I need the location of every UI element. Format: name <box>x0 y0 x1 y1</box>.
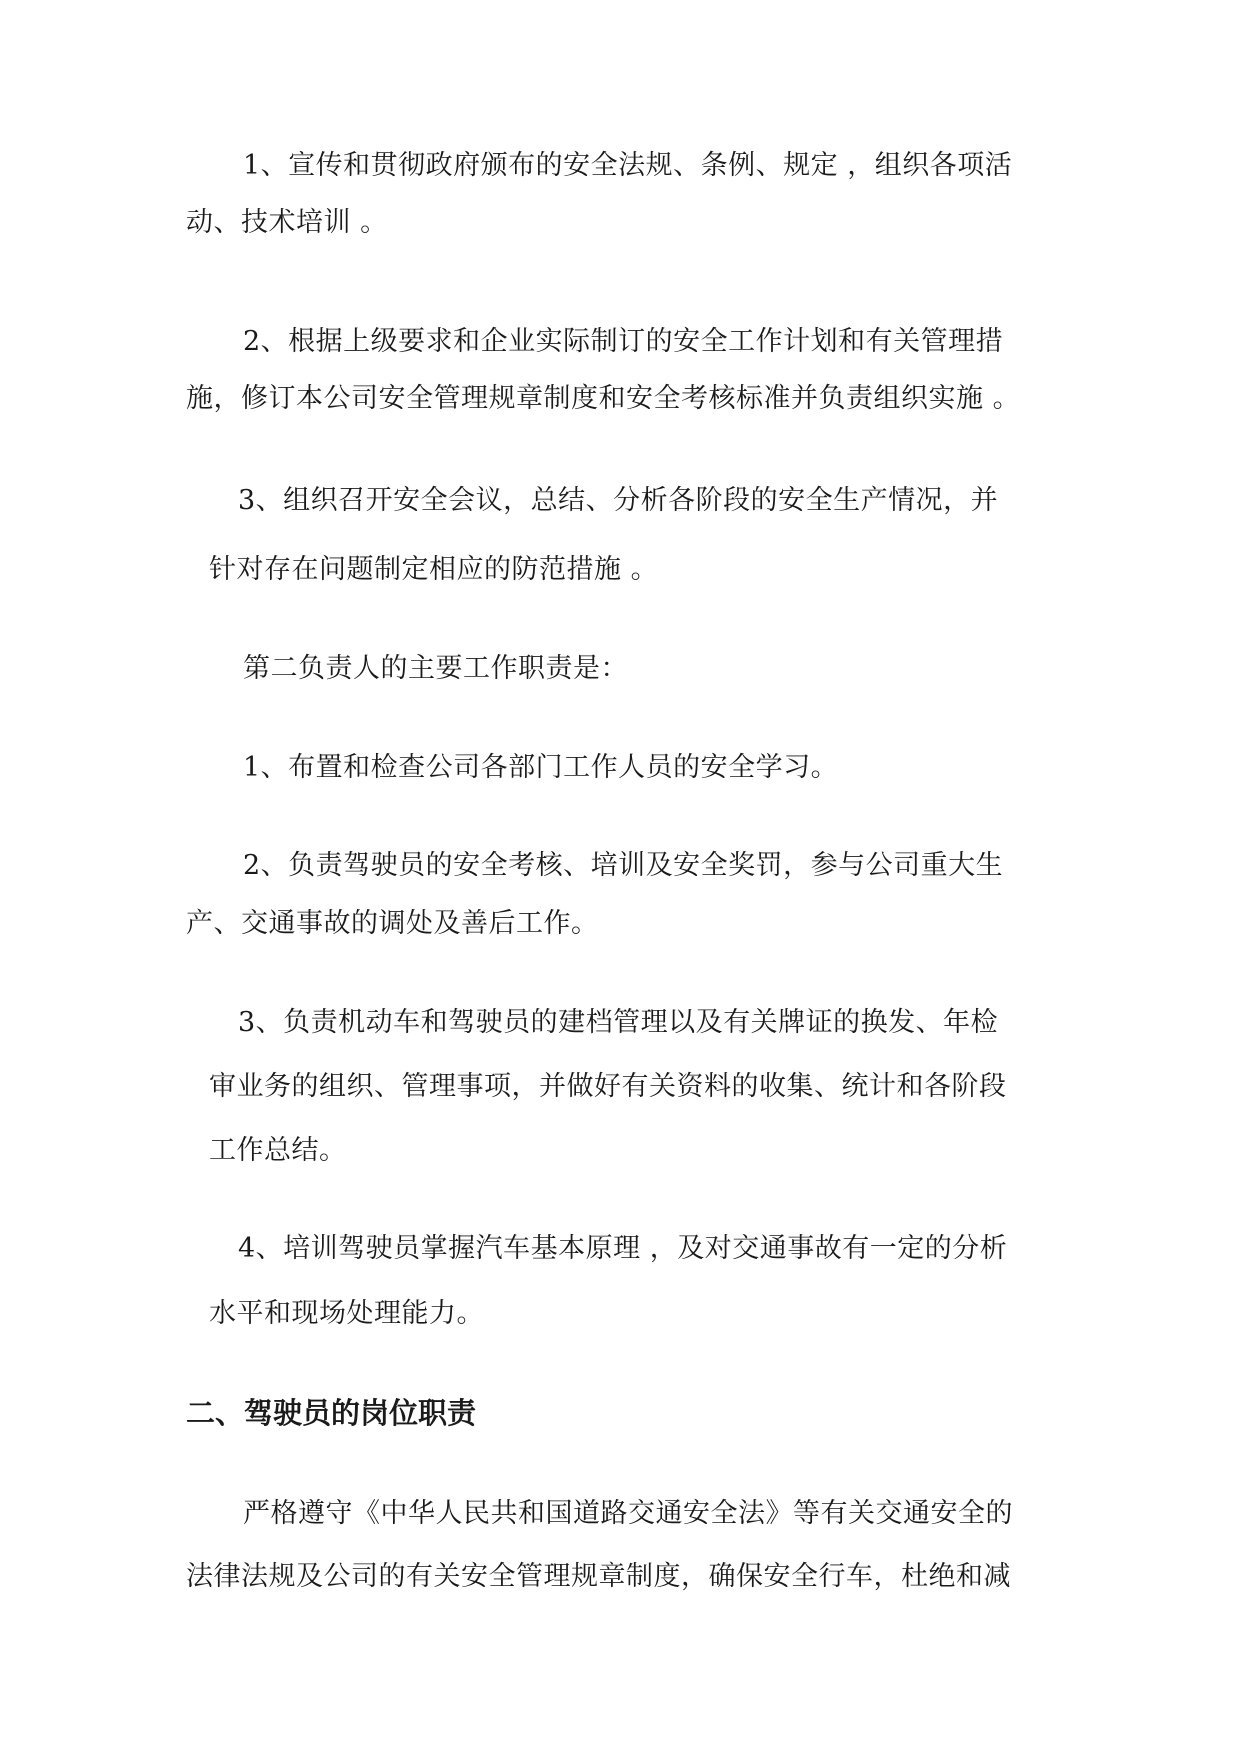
text-line: 1、宣传和贯彻政府颁布的安全法规、条例、规定 ，组织各项活 <box>243 150 1013 181</box>
text-line: 3、组织召开安全会议，总结、分析各阶段的安全生产情况，并 <box>238 485 999 516</box>
text-line: 针对存在问题制定相应的防范措施 。 <box>209 554 659 585</box>
text-line: 产、交通事故的调处及善后工作。 <box>186 908 599 939</box>
text-line: 2、根据上级要求和企业实际制订的安全工作计划和有关管理措 <box>243 326 1004 357</box>
section-heading: 二、驾驶员的岗位职责 <box>186 1396 477 1430</box>
text-line: 3、负责机动车和驾驶员的建档管理以及有关牌证的换发、年检 <box>238 1007 999 1038</box>
text-line: 2、负责驾驶员的安全考核、培训及安全奖罚，参与公司重大生 <box>243 850 1004 881</box>
text-line: 审业务的组织、管理事项，并做好有关资料的收集、统计和各阶段 <box>209 1071 1007 1102</box>
text-line: 1、布置和检查公司各部门工作人员的安全学习。 <box>243 752 839 783</box>
text-line: 动、技术培训 。 <box>186 207 388 238</box>
text-line: 第二负责人的主要工作职责是： <box>243 653 628 684</box>
text-line: 4、培训驾驶员掌握汽车基本原理 ，及对交通事故有一定的分析 <box>238 1233 1008 1264</box>
text-line: 严格遵守《中华人民共和国道路交通安全法》等有关交通安全的 <box>243 1498 1013 1529</box>
text-line: 法律法规及公司的有关安全管理规章制度，确保安全行车，杜绝和减 <box>186 1561 1011 1592</box>
text-line: 施，修订本公司安全管理规章制度和安全考核标准并负责组织实施 。 <box>186 383 1021 414</box>
text-line: 工作总结。 <box>209 1135 347 1166</box>
text-line: 水平和现场处理能力。 <box>209 1298 484 1329</box>
